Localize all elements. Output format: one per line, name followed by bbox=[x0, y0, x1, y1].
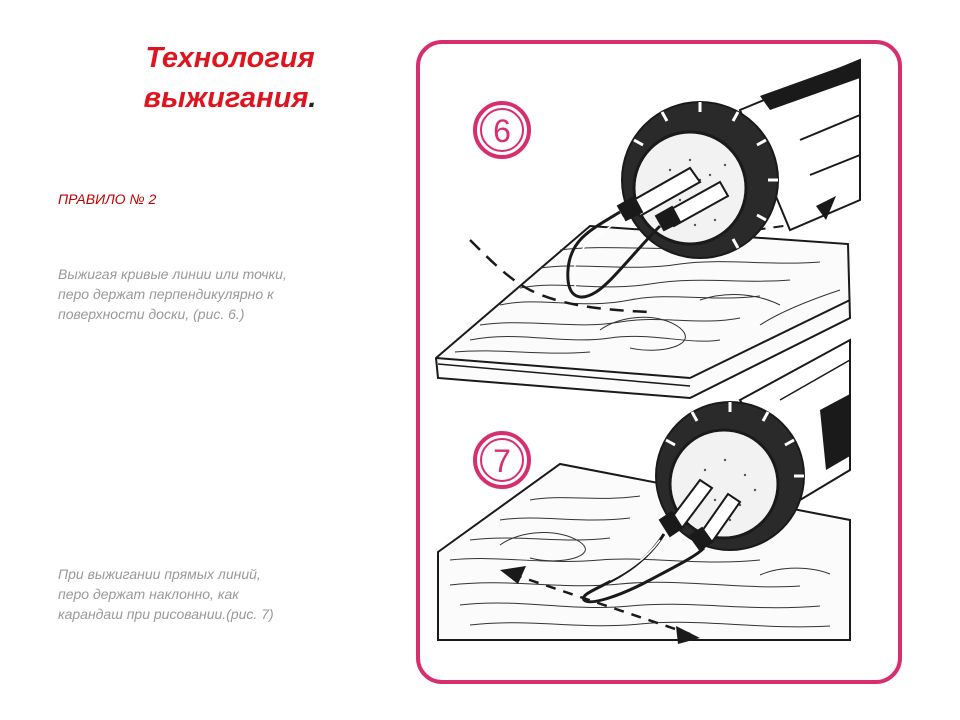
paragraph-line: перо держат перпендикулярно к bbox=[58, 286, 274, 302]
title-dot: . bbox=[308, 82, 317, 114]
figure-6-badge bbox=[475, 103, 529, 157]
paragraph-line: Выжигая кривые линии или точки, bbox=[58, 266, 287, 282]
figure-6-number: 6 bbox=[493, 113, 511, 149]
paragraph-line: карандаш при рисовании.(рис. 7) bbox=[58, 606, 274, 622]
figure-7-badge bbox=[475, 433, 529, 487]
paragraph-line: поверхности доски, (рис. 6.) bbox=[58, 306, 245, 322]
paragraph-line: При выжигании прямых линий, bbox=[58, 566, 261, 582]
title-line-2-text: выжигания bbox=[143, 82, 309, 114]
rule-heading: ПРАВИЛО № 2 bbox=[58, 191, 157, 207]
figure-7-number: 7 bbox=[493, 443, 511, 479]
paragraph-line: перо держат наклонно, как bbox=[58, 586, 239, 602]
title-line-1: Технология bbox=[145, 42, 315, 74]
